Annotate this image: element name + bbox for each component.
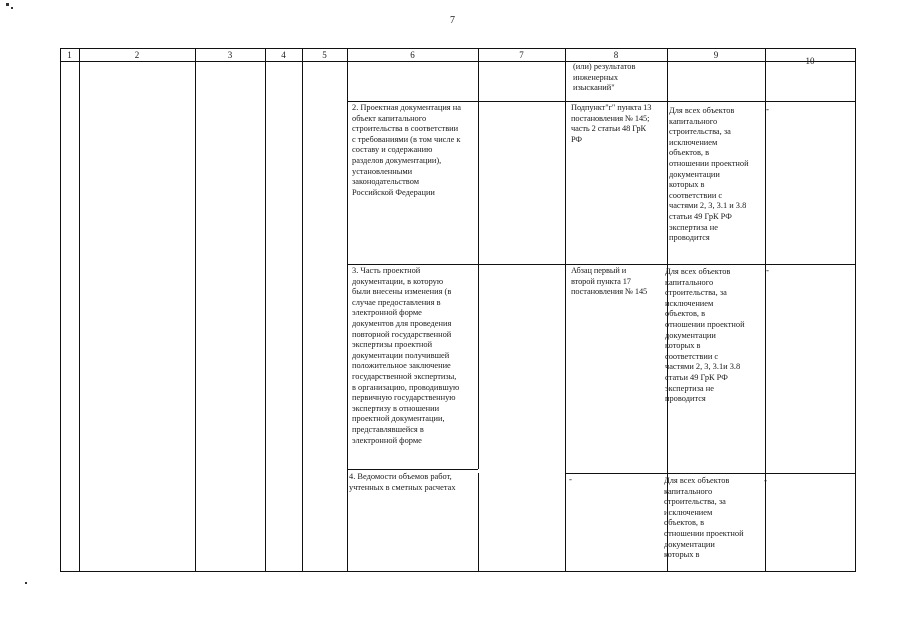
row-2-applicability: Для всех объектов капитального строительства, за исключением объектов, в отношении проектной документации которых в соответствии с частями 2, 3, 3.1 и 3.8 статьи 49 ГрК РФ экспертиза не проводится [669, 106, 749, 243]
col-header-8: 8 [613, 50, 619, 60]
col-border [265, 48, 266, 572]
row-divider [347, 101, 856, 102]
row-3-document-name: 3. Часть проектной документации, в которую были внесены изменения (в случае предоставления в электронной форме документов для проведения повторной государственной экспертизы проектной документации получившей положительное заключение государственной экспертизы, в организацию, проводившую первичную государственную экспертизу в отношении проектной документации, представлявшейся в электронной форме [352, 266, 460, 445]
col-border [347, 48, 348, 572]
col-header-7: 7 [519, 50, 524, 60]
col-border [302, 48, 303, 572]
col-border [195, 48, 196, 572]
col-header-2: 2 [134, 50, 140, 60]
row-divider [565, 473, 856, 474]
row-4-col8-dash: - [569, 474, 572, 484]
scan-speck [6, 3, 9, 6]
page-number: 7 [450, 15, 455, 26]
row-divider [347, 469, 478, 470]
scan-speck [11, 7, 13, 9]
scan-speck [25, 582, 27, 584]
col-header-4: 4 [281, 50, 286, 60]
col-header-9: 9 [713, 50, 719, 60]
col-header-1: 1 [67, 50, 72, 60]
col-border [765, 48, 766, 571]
row-3-legal-reference: Абзац первый и второй пункта 17 постановления № 145 [571, 266, 648, 297]
row-3-col10-dash: - [766, 265, 769, 275]
row-2-legal-reference: Подпункт"г" пункта 13 постановления № 145; часть 2 статьи 48 ГрК РФ [571, 103, 652, 144]
row-2-col10-dash: - [766, 104, 769, 114]
col-border [478, 48, 479, 469]
col-border [565, 48, 566, 572]
row-divider [347, 264, 856, 265]
continuation-cell-col8: (или) результатов инженерных изысканий" [573, 62, 636, 93]
col-header-6: 6 [410, 50, 415, 60]
row-4-applicability: Для всех объектов капитального строительства, за исключением объектов, в отношении проектной документации которых в [664, 476, 744, 560]
col-header-10: 10 [805, 56, 815, 66]
col-border [79, 48, 80, 572]
row-2-document-name: 2. Проектная документация на объект капитального строительства в соответствии с требованиями (в том числе к составу и содержанию разделов документации), установленными законодательством Российской Федерации [352, 103, 461, 197]
row-4-col10-dash: - [764, 475, 767, 485]
col-header-5: 5 [322, 50, 327, 60]
row-4-document-name: 4. Ведомости объемов работ, учтенных в сметных расчетах [349, 472, 456, 492]
col-header-3: 3 [227, 50, 233, 60]
col-border [855, 48, 856, 572]
table-bottom-border [60, 571, 856, 572]
row-3-applicability: Для всех объектов капитального строительства, за исключением объектов, в отношении проектной документации которых в соответствии с частями 2, 3, 3.1и 3.8 статьи 49 ГрК РФ экспертиза не проводится [665, 267, 745, 404]
header-row-border [60, 61, 856, 62]
col-border [60, 48, 61, 572]
